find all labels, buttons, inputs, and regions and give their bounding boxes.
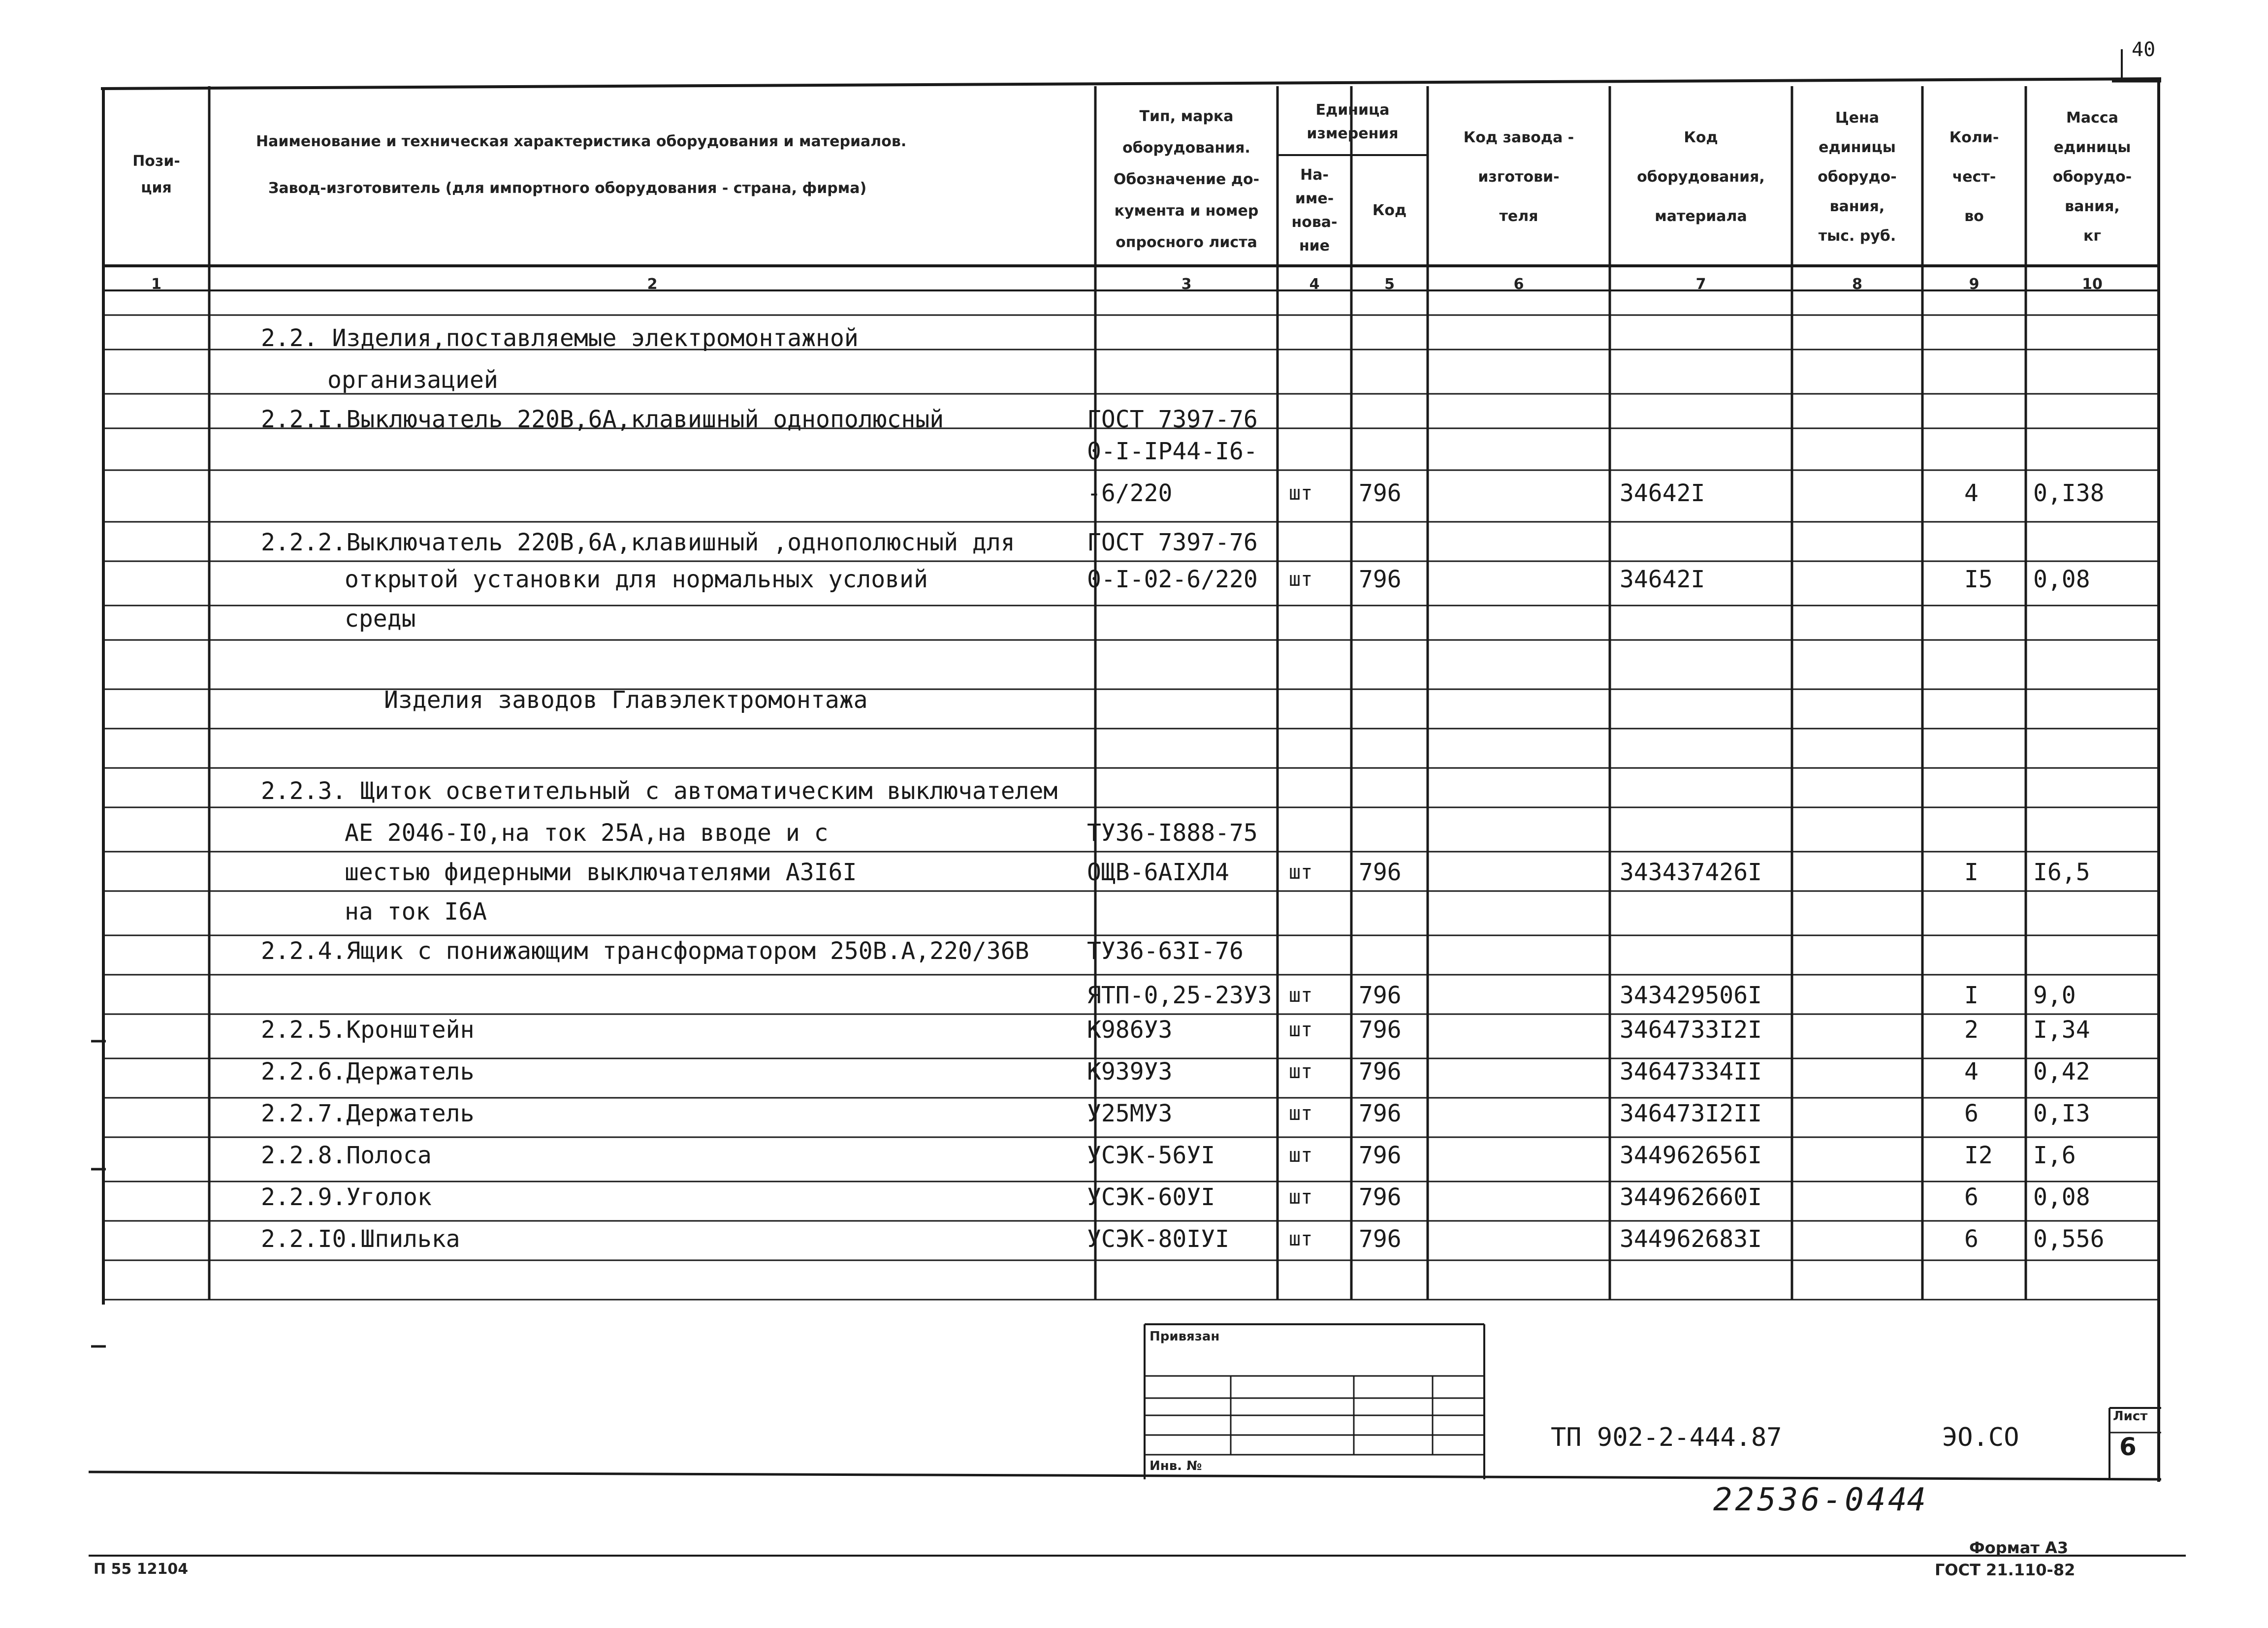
- column-number: 1: [151, 276, 161, 293]
- row-name: 2.2.5.Кронштейн: [261, 1016, 475, 1044]
- row-name: организацией: [327, 366, 498, 394]
- row-qty: 4: [1964, 1058, 1979, 1085]
- column-number: 7: [1695, 276, 1706, 293]
- row-unit: шт: [1289, 482, 1313, 505]
- row-mass: I6,5: [2033, 859, 2090, 886]
- row-mass: 0,I38: [2033, 479, 2105, 507]
- sheet-label: Лист: [2113, 1409, 2148, 1424]
- row-type: К986У3: [1087, 1016, 1173, 1044]
- printer-code: П 55 12104: [94, 1561, 189, 1578]
- header-name-line1: Наименование и техническая характеристика оборудования и материалов.: [256, 133, 907, 150]
- row-type: ТУ36-I888-75: [1087, 819, 1258, 847]
- row-type: УСЭК-60УI: [1087, 1183, 1215, 1211]
- row-type: У25МУ3: [1087, 1100, 1173, 1127]
- row-unit: шт: [1289, 1144, 1313, 1167]
- row-unit-code: 796: [1359, 1225, 1402, 1253]
- row-name: 2.2.6.Держатель: [261, 1058, 475, 1085]
- row-code: 34647334II: [1620, 1058, 1762, 1085]
- column-number: 3: [1181, 276, 1192, 293]
- row-unit: шт: [1289, 1186, 1313, 1209]
- row-unit-code: 796: [1359, 982, 1402, 1009]
- row-unit: шт: [1289, 1228, 1313, 1250]
- row-name: 2.2.9.Уголок: [261, 1183, 432, 1211]
- row-qty: 6: [1964, 1100, 1979, 1127]
- row-name: 2.2.8.Полоса: [261, 1142, 432, 1169]
- document-code: ТП 902-2-444.87: [1551, 1423, 1782, 1452]
- row-name: 2.2.7.Держатель: [261, 1100, 475, 1127]
- row-qty: I: [1964, 859, 1979, 886]
- header-name-line2: Завод-изготовитель (для импортного оборудования - страна, фирма): [268, 180, 867, 197]
- header-equipment-code: Код оборудования, материала: [1637, 129, 1765, 225]
- sheet-number: 6: [2119, 1433, 2137, 1461]
- corner-mark: 40: [2132, 38, 2156, 61]
- header-unit-code: Код: [1372, 201, 1407, 219]
- grid-line: [101, 79, 2161, 89]
- row-qty: 6: [1964, 1225, 1979, 1253]
- row-unit: шт: [1289, 861, 1313, 884]
- row-type: К939У3: [1087, 1058, 1173, 1085]
- row-unit-code: 796: [1359, 479, 1402, 507]
- row-name: 2.2. Изделия,поставляемые электромонтажной: [261, 324, 859, 352]
- row-mass: 0,42: [2033, 1058, 2090, 1085]
- row-type: УСЭК-56УI: [1087, 1142, 1215, 1169]
- row-unit-code: 796: [1359, 1058, 1402, 1085]
- row-name: на ток I6А: [345, 898, 487, 926]
- row-type: УСЭК-80IУI: [1087, 1225, 1229, 1253]
- row-qty: 4: [1964, 479, 1979, 507]
- header-unit-group: Единица измерения: [1307, 101, 1399, 142]
- row-code: 343429506I: [1620, 982, 1762, 1009]
- stamp-bound-label: Привязан: [1150, 1329, 1220, 1344]
- header-position: Пози- ция: [132, 153, 180, 196]
- row-unit: шт: [1289, 984, 1313, 1007]
- row-mass: 0,I3: [2033, 1100, 2090, 1127]
- row-code: 34642I: [1620, 566, 1705, 593]
- row-qty: 2: [1964, 1016, 1979, 1044]
- column-number: 8: [1852, 276, 1862, 293]
- row-code: 34642I: [1620, 479, 1705, 507]
- row-mass: 9,0: [2033, 982, 2076, 1009]
- row-name: 2.2.4.Ящик с понижающим трансформатором 250В.А,220/36В: [261, 937, 1029, 965]
- row-mass: I,34: [2033, 1016, 2090, 1044]
- row-name: АЕ 2046-I0,на ток 25А,на вводе и с: [345, 819, 829, 847]
- row-type: ОЩВ-6АIХЛ4: [1087, 859, 1229, 886]
- header-type: Тип, марка оборудования. Обозначение до- кумента и номер опросного листа: [1113, 108, 1260, 251]
- row-unit-code: 796: [1359, 1100, 1402, 1127]
- column-number: 2: [647, 276, 658, 293]
- grid-line: [89, 1472, 2161, 1479]
- stamp-inv-label: Инв. №: [1150, 1459, 1202, 1473]
- row-type: ТУ36-63I-76: [1087, 937, 1244, 965]
- row-name: 2.2.I.Выключатель 220В,6А,клавишный однополюсный: [261, 406, 944, 433]
- row-mass: 0,08: [2033, 566, 2090, 593]
- row-type: ГОСТ 7397-76: [1087, 529, 1258, 556]
- gost-label: ГОСТ 21.110-82: [1935, 1561, 2076, 1579]
- row-name: 2.2.3. Щиток осветительный с автоматическим выключателем: [261, 777, 1058, 805]
- header-mass: Масса единицы оборудо- вания, кг: [2052, 109, 2132, 245]
- row-name: шестью фидерными выключателями А3I6I: [345, 859, 857, 886]
- section-code: ЭО.СО: [1942, 1423, 2019, 1452]
- row-mass: 0,08: [2033, 1183, 2090, 1211]
- row-code: 3464733I2I: [1620, 1016, 1762, 1044]
- row-mass: I,6: [2033, 1142, 2076, 1169]
- row-qty: I2: [1964, 1142, 1993, 1169]
- row-qty: 6: [1964, 1183, 1979, 1211]
- row-qty: I: [1964, 982, 1979, 1009]
- row-type: -6/220: [1087, 479, 1173, 507]
- column-number: 5: [1384, 276, 1395, 293]
- row-name: открытой установки для нормальных условий: [345, 566, 928, 593]
- row-mass: 0,556: [2033, 1225, 2105, 1253]
- row-code: 344962683I: [1620, 1225, 1762, 1253]
- column-number: 9: [1969, 276, 1980, 293]
- row-unit: шт: [1289, 568, 1313, 591]
- row-code: 344962656I: [1620, 1142, 1762, 1169]
- row-unit-code: 796: [1359, 566, 1402, 593]
- header-factory-code: Код завода - изготови- теля: [1463, 129, 1574, 225]
- column-number: 4: [1309, 276, 1320, 293]
- row-qty: I5: [1964, 566, 1993, 593]
- row-name: Изделия заводов Главэлектромонтажа: [384, 686, 868, 714]
- row-type: 0-I-IP44-I6-: [1087, 438, 1258, 465]
- column-number: 6: [1513, 276, 1524, 293]
- archive-number: 22536-04: [1713, 1482, 1889, 1518]
- format-label: Формат А3: [1969, 1538, 2069, 1557]
- row-code: 344962660I: [1620, 1183, 1762, 1211]
- row-unit: шт: [1289, 1060, 1313, 1083]
- row-code: 343437426I: [1620, 859, 1762, 886]
- header-unit-name: На- име- нова- ние: [1291, 166, 1338, 255]
- row-type: 0-I-02-6/220: [1087, 566, 1258, 593]
- row-name: 2.2.I0.Шпилька: [261, 1225, 460, 1253]
- row-type: ГОСТ 7397-76: [1087, 406, 1258, 433]
- row-unit: шт: [1289, 1102, 1313, 1125]
- row-code: 346473I2II: [1620, 1100, 1762, 1127]
- archive-sheet: 44: [1888, 1482, 1926, 1518]
- row-unit-code: 796: [1359, 1142, 1402, 1169]
- column-number: 10: [2082, 276, 2103, 293]
- row-unit-code: 796: [1359, 1016, 1402, 1044]
- header-price: Цена единицы оборудо- вания, тыс. руб.: [1818, 109, 1897, 245]
- row-unit-code: 796: [1359, 859, 1402, 886]
- row-name: 2.2.2.Выключатель 220В,6А,клавишный ,однополюсный для: [261, 529, 1015, 556]
- row-name: среды: [345, 605, 416, 633]
- row-type: ЯТП-0,25-23У3: [1087, 982, 1272, 1009]
- row-unit: шт: [1289, 1019, 1313, 1041]
- row-unit-code: 796: [1359, 1183, 1402, 1211]
- header-quantity: Коли- чест- во: [1949, 129, 1999, 225]
